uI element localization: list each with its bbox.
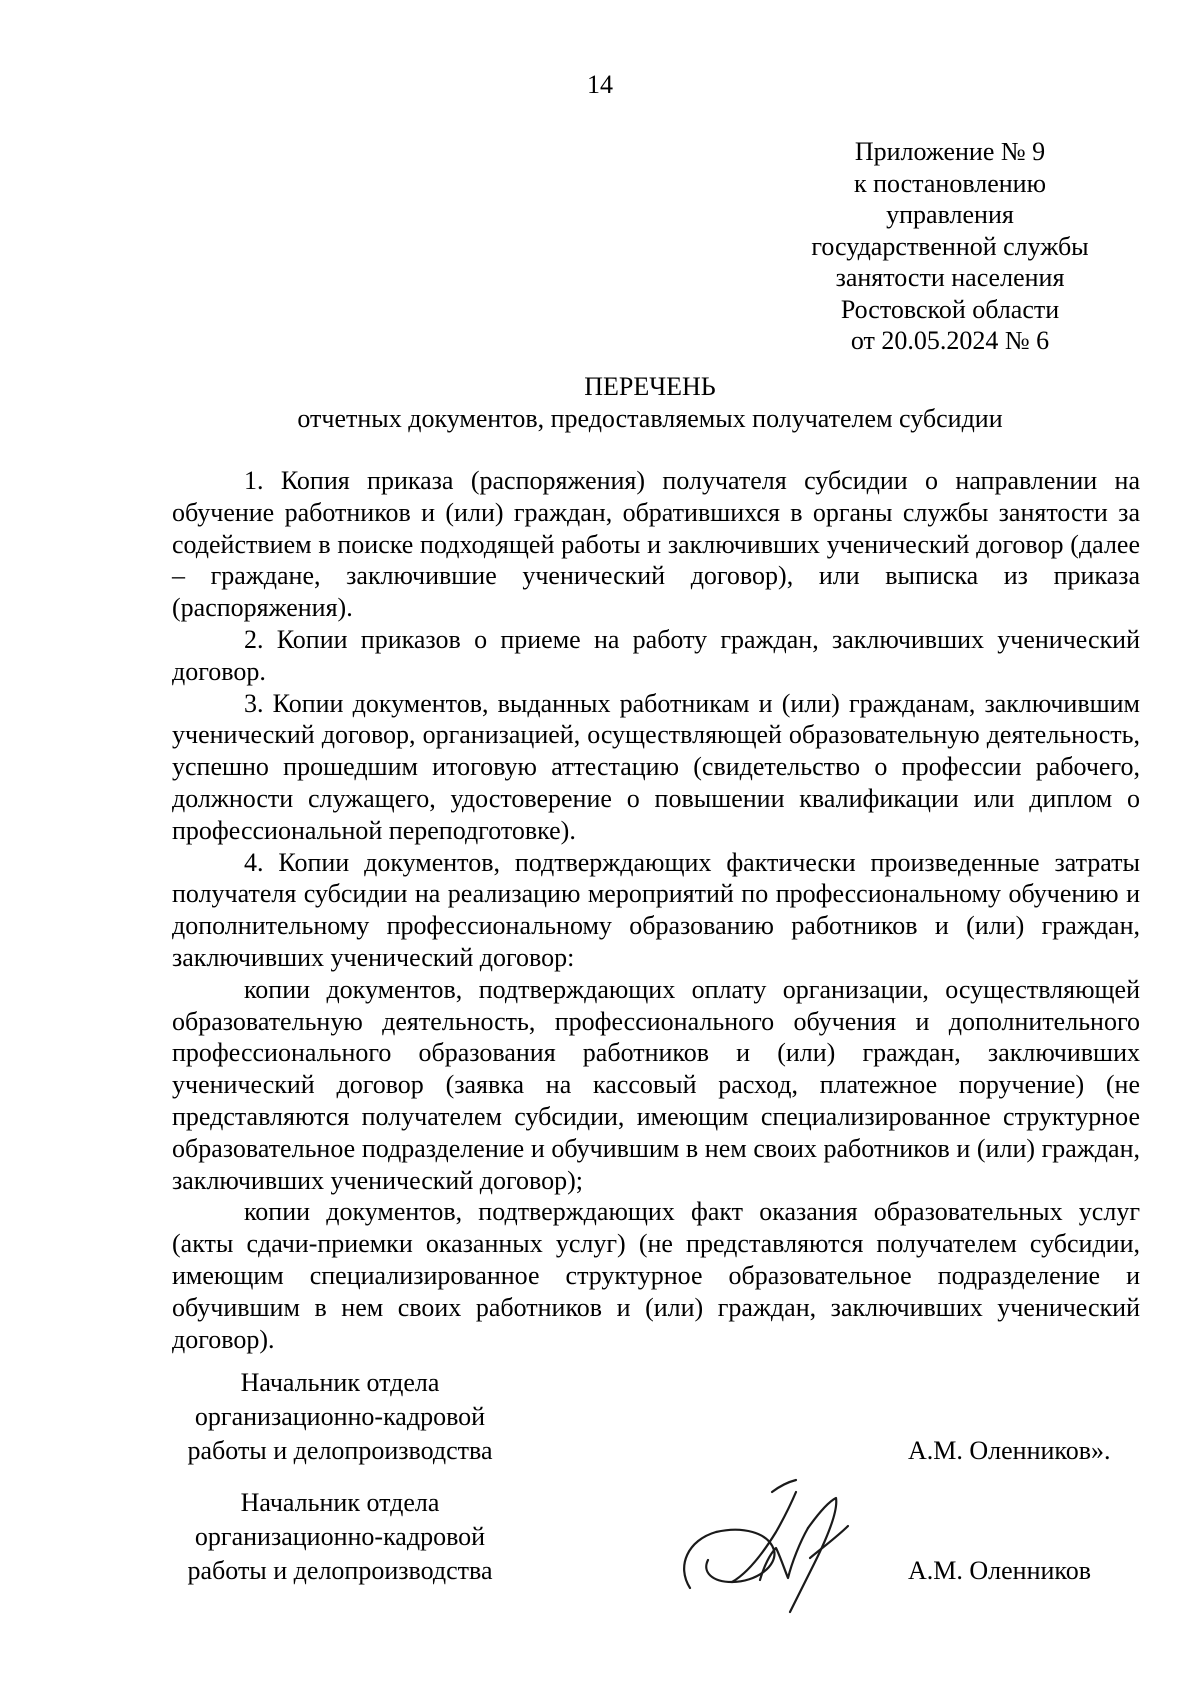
appendix-line: Ростовской области [840,294,1060,324]
appendix-line: Приложение № 9 [854,137,1046,166]
paragraph: 3. Копии документов, выданных работникам и (или) гражданам, заключившим ученический договор, организацией, осуществляющей образовательную деятельность, успешно прошедшим итоговую аттестацию (свидетельство о профессии рабочего, должности служащего, удостоверение о повышении квалификации или диплом о профессиональной переподготовке). [172,688,1140,845]
paragraph: 4. Копии документов, подтверждающих фактически произведенные затраты получателя субсидии на реализацию мероприятий по профессиональному обучению и дополнительному профессиональному образованию работников и (или) граждан, заключивших ученический договор: [172,847,1140,972]
document-title: ПЕРЕЧЕНЬ [584,372,716,401]
signer-name-1: А.М. Оленников». [908,1436,1111,1465]
signer-name-2: А.М. Оленников [908,1556,1092,1585]
signer-position-line: работы и делопроизводства [187,1436,493,1465]
signer-position-line: организационно-кадровой [194,1402,486,1431]
signer-position-line: работы и делопроизводства [187,1556,493,1585]
document-subtitle: отчетных документов, предоставляемых получателем субсидии [297,403,1003,433]
appendix-line: управления [886,200,1014,229]
paragraph: копии документов, подтверждающих факт оказания образовательных услуг (акты сдачи-приемки оказанных услуг) (не представляются получателем субсидии, имеющим специализированное структурное образовательное подразделение и обучившим в нем своих работников и (или) граждан, заключивших ученический договор). [172,1197,1140,1354]
signer-position-line: Начальник отдела [240,1488,440,1517]
appendix-line: государственной службы [811,231,1089,261]
signer-position-line: Начальник отдела [240,1368,440,1397]
page-number: 14 [587,70,613,99]
signer-position-line: организационно-кадровой [194,1522,486,1551]
appendix-block [760,136,1140,357]
appendix-line: от 20.05.2024 № 6 [850,326,1050,355]
paragraph: копии документов, подтверждающих оплату организации, осуществляющей образовательную деятельность, профессионального обучения и дополнительного профессионального образования работников и (или) граждан, заключивших ученический договор (заявка на кассовый расход, платежное поручение) (не представляются получателем субсидии, имеющим специализированное структурное образовательное подразделение и обучившим в нем своих работников и (или) граждан, заключивших ученический договор); [172,974,1140,1195]
handwritten-signature [672,1470,862,1620]
appendix-line: к постановлению [853,168,1047,198]
title-block [150,371,1150,434]
paragraph: 1. Копия приказа (распоряжения) получателя субсидии о направлении на обучение работников и (или) граждан, обратившихся в органы службы занятости за содействием в поиске подходящей работы и заключивших ученический договор (далее – граждане, заключившие ученический договор), или выписка из приказа (распоряжения). [172,466,1140,623]
paragraph: 2. Копии приказов о приеме на работу граждан, заключивших ученический договор. [172,624,1140,686]
appendix-line: занятости населения [835,263,1065,292]
signature-block-1-position [160,1366,520,1468]
body-text [172,465,1140,1355]
signature-block-2-position [160,1486,520,1588]
